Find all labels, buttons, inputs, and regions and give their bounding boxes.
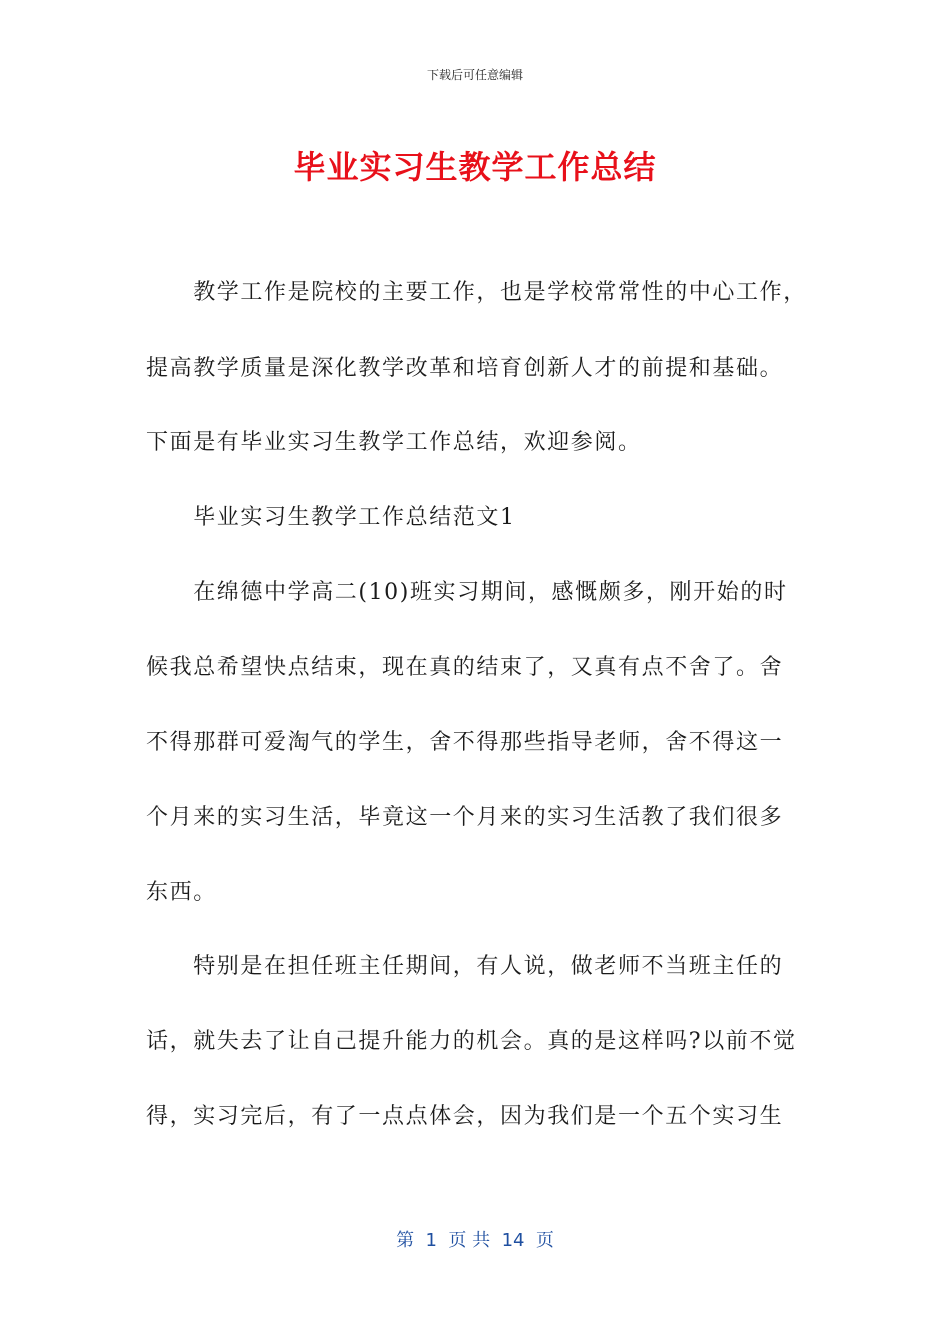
body-line-1: 教学工作是院校的主要工作，也是学校常常性的中心工作， <box>146 280 807 305</box>
body-line-3: 下面是有毕业实习生教学工作总结，欢迎参阅。 <box>146 430 642 455</box>
document-title: 毕业实习生教学工作总结 <box>293 148 657 186</box>
body-line-5: 在绵德中学高二(10)班实习期间，感慨颇多，刚开始的时 <box>146 580 788 605</box>
page-footer: 第 1 页 共 14 页 <box>396 1230 554 1251</box>
body-line-9: 东西。 <box>146 880 217 905</box>
body-line-8: 个月来的实习生活，毕竟这一个月来的实习生活教了我们很多 <box>146 805 784 830</box>
body-line-2: 提高教学质量是深化教学改革和培育创新人才的前提和基础。 <box>146 356 784 381</box>
body-line-12: 得，实习完后，有了一点点体会，因为我们是一个五个实习生 <box>146 1104 784 1129</box>
body-line-11: 话，就失去了让自己提升能力的机会。真的是这样吗?以前不觉 <box>146 1029 797 1054</box>
header-note: 下载后可任意编辑 <box>426 68 523 82</box>
section-heading: 毕业实习生教学工作总结范文1 <box>146 505 516 530</box>
body-line-7: 不得那群可爱淘气的学生，舍不得那些指导老师，舍不得这一 <box>146 730 784 755</box>
body-line-6: 候我总希望快点结束，现在真的结束了，又真有点不舍了。舍 <box>146 655 784 680</box>
body-line-10: 特别是在担任班主任期间，有人说，做老师不当班主任的 <box>146 954 784 979</box>
